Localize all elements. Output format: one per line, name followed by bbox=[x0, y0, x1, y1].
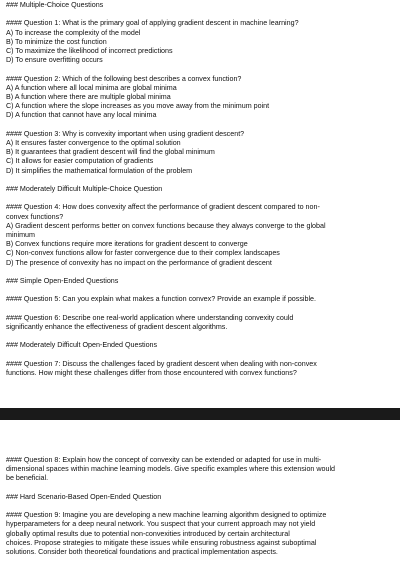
question-9-line-1: #### Question 9: Imagine you are developing a new machine learning algorithm designed to optimize bbox=[6, 511, 327, 520]
question-6-line-2: significantly enhance the effectiveness of gradient descent algorithms. bbox=[6, 322, 228, 331]
question-7-line-1: #### Question 7: Discuss the challenges faced by gradient descent when dealing with non-convex bbox=[6, 359, 317, 368]
heading-multiple-choice: ### Multiple-Choice Questions bbox=[6, 1, 104, 9]
question-3-title: #### Question 3: Why is convexity important when using gradient descent? bbox=[6, 129, 245, 138]
question-2-option-a: A) A function where all local minima are global minima bbox=[6, 83, 177, 92]
question-4-title-line-2: convex functions? bbox=[6, 212, 64, 221]
question-1-option-a: A) To increase the complexity of the model bbox=[6, 28, 141, 37]
heading-moderate-multiple-choice: ### Moderately Difficult Multiple-Choice Question bbox=[6, 185, 163, 193]
question-4-option-c: C) Non-convex functions allow for faster convergence due to their complex landscapes bbox=[6, 249, 280, 258]
question-2-title: #### Question 2: Which of the following best describes a convex function? bbox=[6, 74, 242, 83]
question-8-line-2: dimensional spaces within machine learning models. Give specific examples where this extension would bbox=[6, 465, 336, 474]
question-8-line-3: be beneficial. bbox=[6, 474, 49, 483]
document-page-2 bbox=[0, 420, 400, 573]
question-1-option-b: B) To minimize the cost function bbox=[6, 37, 107, 46]
question-8-line-1: #### Question 8: Explain how the concept of convexity can be extended or adapted for use in multi- bbox=[6, 456, 322, 464]
question-2-option-b: B) A function where there are multiple global minima bbox=[6, 93, 171, 101]
question-1-option-c: C) To maximize the likelihood of incorrect predictions bbox=[6, 47, 173, 55]
question-7-line-2: functions. How might these challenges differ from those encountered with convex functions? bbox=[6, 368, 297, 377]
question-3-option-c: C) It allows for easier computation of gradients bbox=[6, 157, 154, 166]
question-9-line-4: choices. Propose strategies to mitigate these issues while ensuring robustness against suboptimal bbox=[6, 538, 317, 547]
question-6-line-1: #### Question 6: Describe one real-world application where understanding convexity could bbox=[6, 313, 294, 322]
question-1-title: #### Question 1: What is the primary goal of applying gradient descent in machine learning? bbox=[6, 19, 299, 28]
heading-moderate-open-ended: ### Moderately Difficult Open-Ended Questions bbox=[6, 341, 158, 350]
question-9-line-5: solutions. Consider both theoretical foundations and practical implementation aspects. bbox=[6, 548, 278, 556]
question-2-option-c: C) A function where the slope increases as you move away from the minimum point bbox=[6, 102, 270, 111]
question-3-option-a: A) It ensures faster convergence to the optimal solution bbox=[6, 139, 181, 147]
question-9-line-2: hyperparameters for a deep neural network. You suspect that your current approach may not yield bbox=[6, 520, 316, 529]
page-break-divider bbox=[0, 408, 400, 420]
heading-simple-open-ended: ### Simple Open-Ended Questions bbox=[6, 277, 119, 285]
question-4-option-a-line-2: minimum bbox=[6, 231, 35, 239]
question-4-title-line-1: #### Question 4: How does convexity affect the performance of gradient descent compared to non- bbox=[6, 203, 320, 212]
heading-hard-scenario: ### Hard Scenario-Based Open-Ended Question bbox=[6, 492, 162, 501]
question-5: #### Question 5: Can you explain what makes a function convex? Provide an example if possible. bbox=[6, 295, 317, 304]
question-4-option-b: B) Convex functions require more iterations for gradient descent to converge bbox=[6, 240, 248, 249]
page-2-content bbox=[6, 420, 390, 557]
question-3-option-b: B) It guarantees that gradient descent will find the global minimum bbox=[6, 148, 215, 157]
question-2-option-d: D) A function that cannot have any local minima bbox=[6, 111, 157, 120]
question-3-option-d: D) It simplifies the mathematical formulation of the problem bbox=[6, 166, 193, 175]
question-9-line-3: globally optimal results due to potential non-convexities introduced by certain architectural bbox=[6, 529, 290, 538]
question-4-option-a-line-1: A) Gradient descent performs better on convex functions because they always converge to the global bbox=[6, 221, 326, 230]
question-1-option-d: D) To ensure overfitting occurs bbox=[6, 56, 103, 65]
question-4-option-d: D) The presence of convexity has no impact on the performance of gradient descent bbox=[6, 258, 272, 267]
page-1-content bbox=[6, 0, 390, 378]
